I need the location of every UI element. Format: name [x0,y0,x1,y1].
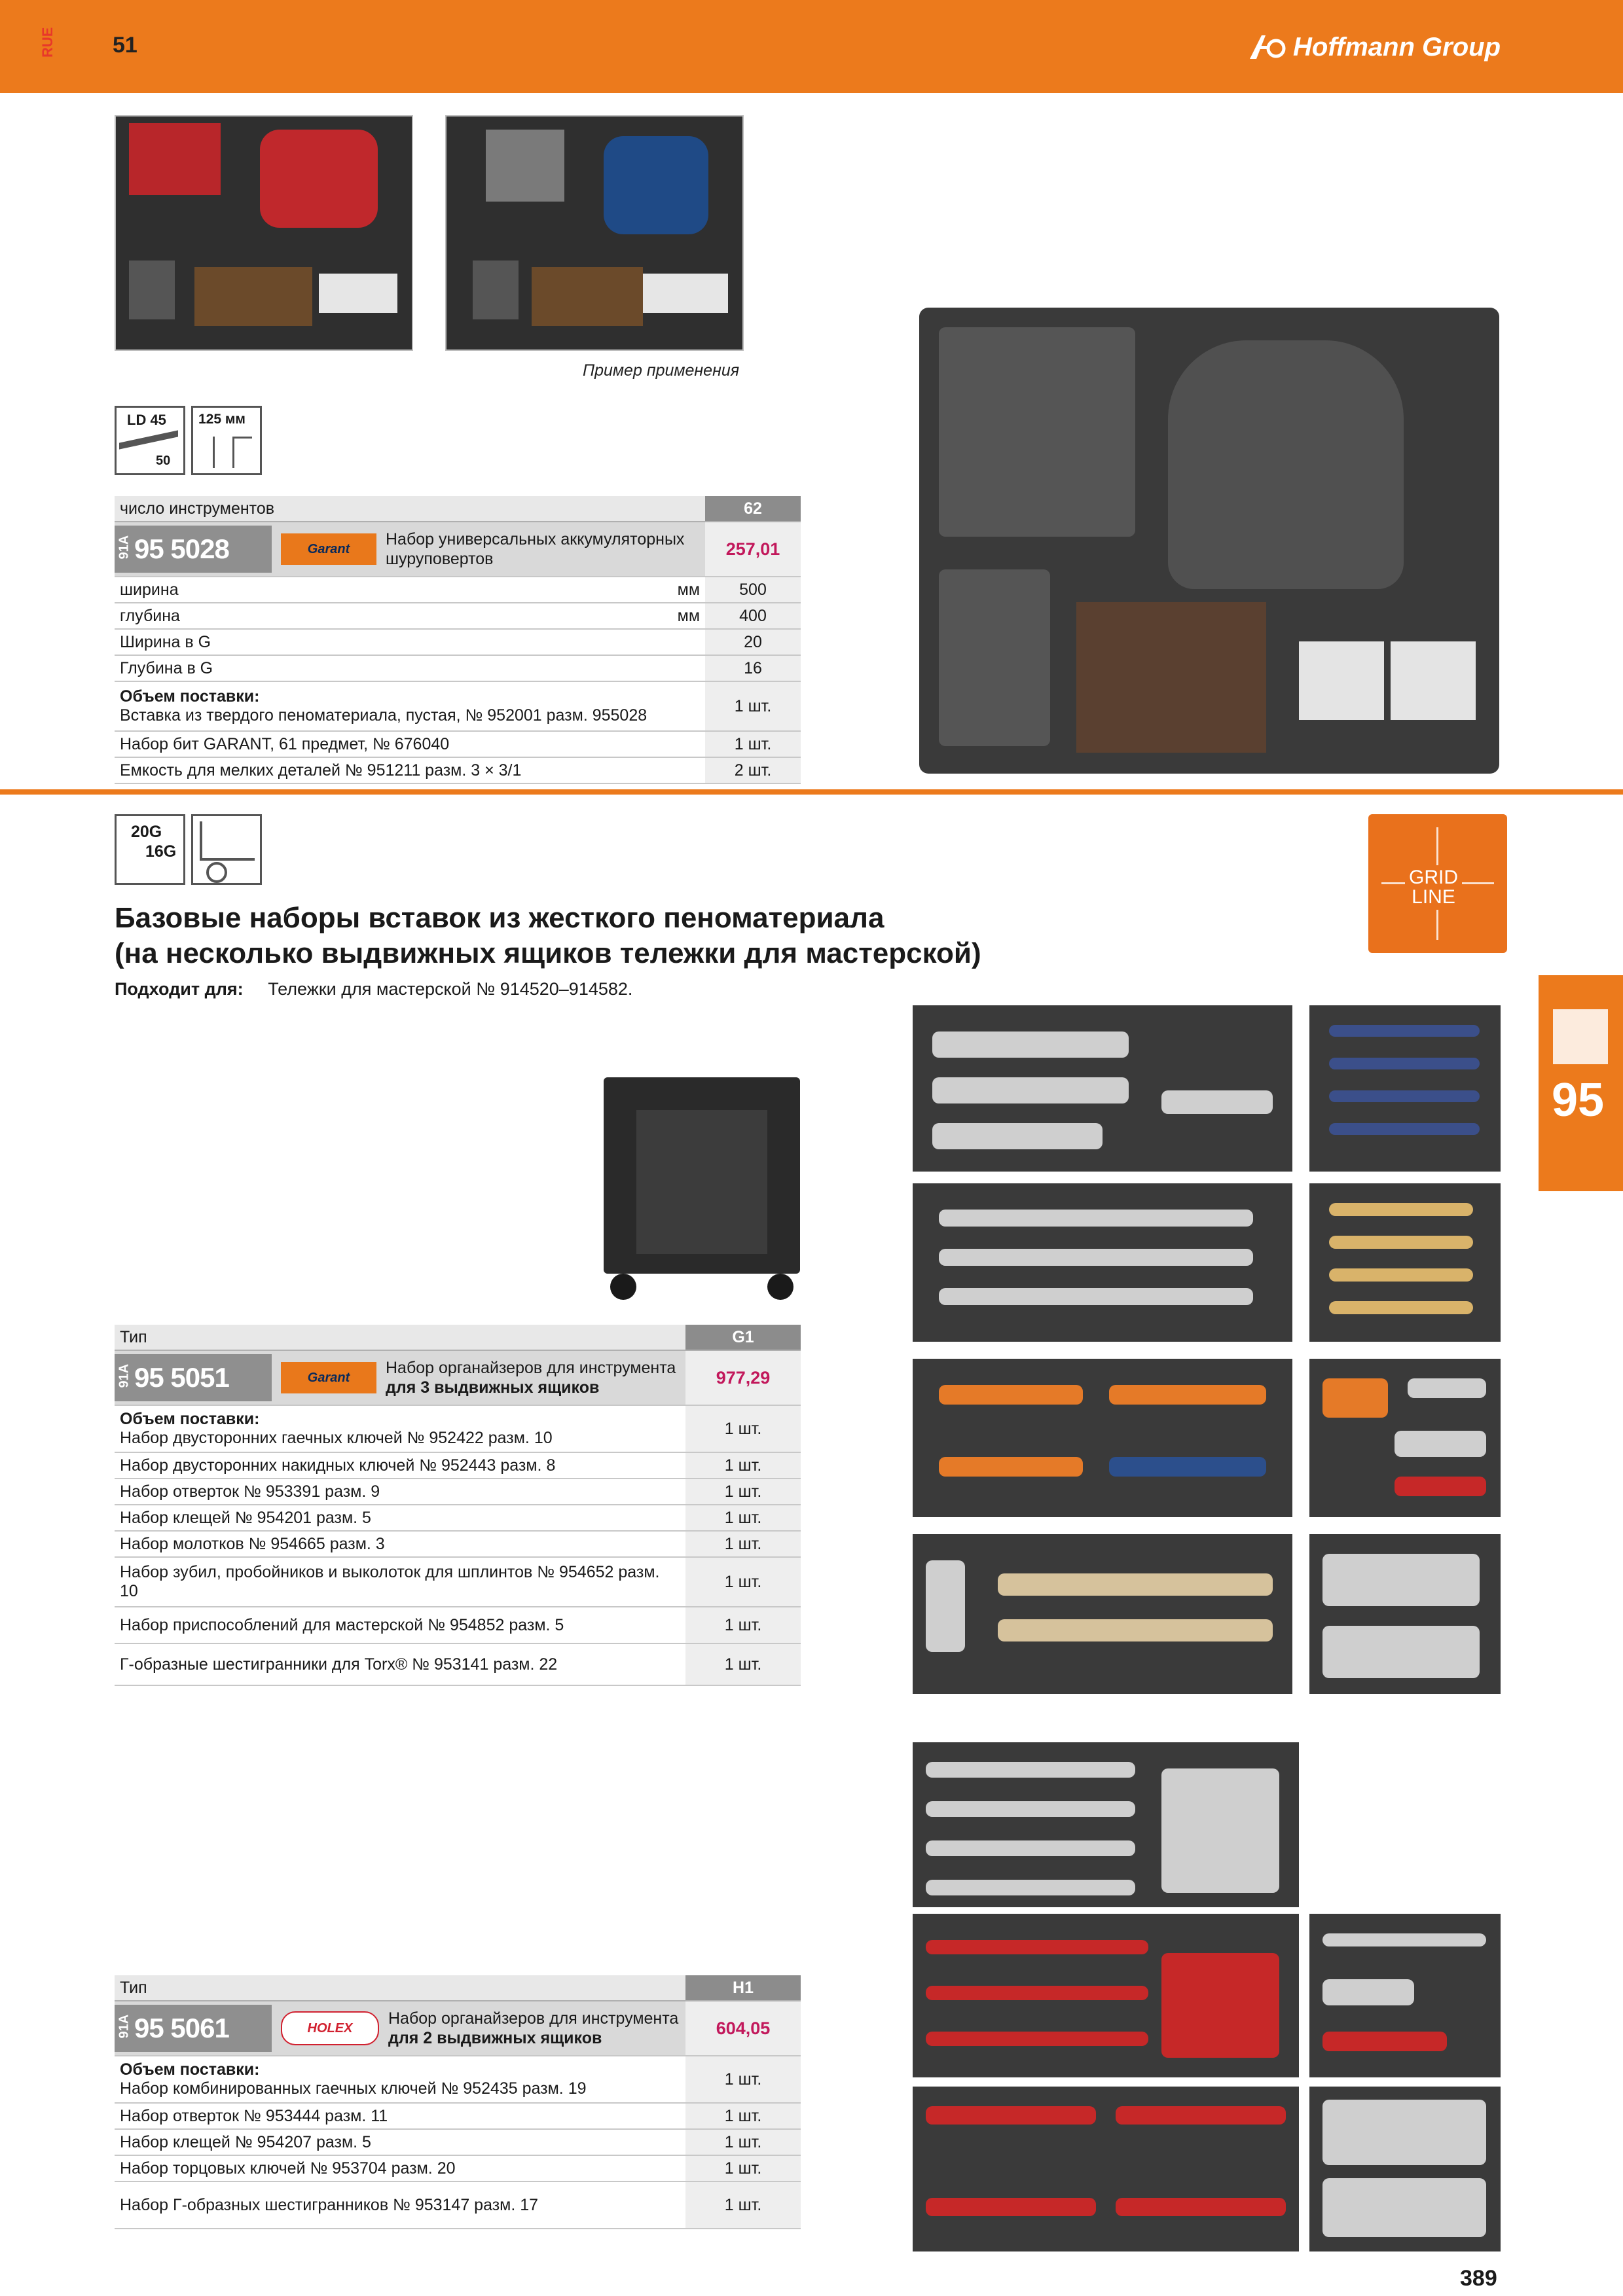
hoffmann-logo-icon [1247,30,1286,63]
article-number: 95 5061 [134,2013,229,2043]
example-photo-bosch [445,115,744,351]
delivery-qty: 2 шт. [705,757,801,783]
delivery-item: Набор Г-образных шестигранников № 953147 разм. 17 [115,2181,685,2229]
example-photo-milwaukee [115,115,413,351]
section-title-line1: Базовые наборы вставок из жесткого пеноматериала [115,902,884,934]
delivery-item: Емкость для мелких деталей № 951211 разм. 3 × 3/1 [115,757,705,783]
article-number: 95 5051 [134,1362,229,1393]
photo-caption: Пример применения [583,361,740,380]
delivery-qty: 1 шт. [685,1452,801,1479]
product-description-drawers: для 3 выдвижных ящиков [386,1378,600,1397]
spec-label: ширина [115,577,655,603]
load-size: 50 [156,454,171,468]
delivery-qty: 1 шт. [685,1405,801,1452]
load-label: LD 45 [127,412,166,428]
article-prefix: 91A [117,1363,132,1388]
gridline-text1: GRID [1409,867,1458,888]
foam-insert-image [919,308,1499,774]
delivery-item: Набор приспособлений для мастерской № 954852 разм. 5 [115,1607,685,1643]
drawer-wrenches-image [913,1005,1292,1172]
section-title-line2: (на несколько выдвижных ящиков тележки для мастерской) [115,937,981,969]
spec-unit: мм [655,577,705,603]
product-description: Набор универсальных аккумуляторных шуруповертов [386,530,685,568]
article-number-box [115,1354,272,1401]
delivery-item: Набор торцовых ключей № 953704 разм. 20 [115,2155,685,2181]
article-number-box [115,2005,272,2052]
delivery-qty: 1 шт. [685,2181,801,2229]
product-table-955051 [115,1325,801,1686]
delivery-item: Набор клещей № 954207 разм. 5 [115,2129,685,2155]
article-prefix: 91A [117,535,132,559]
product-price: 257,01 [705,522,801,577]
drawer-holex-hex-keys-image [1309,2087,1501,2251]
table-header-value: 62 [705,496,801,522]
fits-value: Тележки для мастерской № 914520–914582. [268,979,633,999]
product-table-955061 [115,1975,801,2229]
language-code: RUE [39,27,56,58]
product-description-drawers: для 2 выдвижных ящиков [388,2029,602,2047]
delivery-item: Набор молотков № 954665 разм. 3 [115,1531,685,1557]
product-table-955028 [115,496,801,784]
delivery-item: Вставка из твердого пеноматериала, пустая, № 952001 разм. 955028 [120,706,647,725]
article-number-box [115,526,272,573]
workshop-trolley-image [597,1071,808,1300]
delivery-item: Набор бит GARANT, 61 предмет, № 676040 [115,731,705,757]
delivery-title: Объем поставки: [120,1410,260,1428]
delivery-qty: 1 шт. [685,2155,801,2181]
holex-logo: HOLEX [281,2011,379,2045]
section-number: 51 [113,33,137,58]
grid-width: 20G [131,823,162,841]
garant-logo: Garant [281,1362,376,1393]
delivery-qty: 1 шт. [685,2129,801,2155]
delivery-qty: 1 шт. [705,681,801,731]
chapter-tab [1539,975,1623,1191]
drawer-hex-keys-image [1309,1534,1501,1694]
delivery-qty: 1 шт. [705,731,801,757]
delivery-title: Объем поставки: [120,2060,260,2079]
drawer-sockets-image [1309,1914,1501,2077]
table-header-value: H1 [685,1975,801,2001]
height-label: 125 мм [198,412,246,427]
brand-name: Hoffmann Group [1293,33,1501,62]
spec-value: 500 [705,577,801,603]
delivery-item: Г-образные шестигранники для Torx® № 953141 разм. 22 [115,1643,685,1685]
garant-logo: Garant [281,533,376,565]
drawer-workshop-tools-image [1309,1359,1501,1517]
spec-unit [655,655,705,681]
drawer-holex-pliers-image [913,2087,1299,2251]
drawer-hammers-image [913,1534,1292,1694]
delivery-qty: 1 шт. [685,2103,801,2129]
drawer-ring-spanners-image [913,1183,1292,1342]
delivery-qty: 1 шт. [685,1643,801,1685]
product-description: Набор органайзеров для инструмента [386,1359,676,1377]
fits-label: Подходит для: [115,979,244,999]
grid-size-icon [115,814,185,885]
drawer-screwdrivers-image [1309,1005,1501,1172]
delivery-item: Набор комбинированных гаечных ключей № 952435 разм. 19 [120,2079,587,2098]
product-price: 604,05 [685,2001,801,2056]
delivery-item: Набор отверток № 953444 разм. 11 [115,2103,685,2129]
product-price: 977,29 [685,1350,801,1405]
table-header-label: Тип [115,1325,685,1350]
delivery-item: Набор клещей № 954201 разм. 5 [115,1505,685,1531]
spec-label: Ширина в G [115,629,655,655]
page-header [0,0,1623,93]
gridline-text2: LINE [1412,886,1455,908]
delivery-qty: 1 шт. [685,1531,801,1557]
drawer-pliers-image [913,1359,1292,1517]
gridline-badge [1368,814,1507,953]
height-icon [191,406,262,475]
delivery-qty: 1 шт. [685,2056,801,2103]
load-icon [115,406,185,475]
fits-for [115,979,632,999]
delivery-qty: 1 шт. [685,1479,801,1505]
grid-depth: 16G [145,842,177,861]
drawer-holex-screwdrivers-image [913,1914,1299,2077]
delivery-qty: 1 шт. [685,1557,801,1607]
spec-unit: мм [655,603,705,629]
delivery-item: Набор двусторонних накидных ключей № 952443 разм. 8 [115,1452,685,1479]
delivery-item: Набор зубил, пробойников и выколоток для шплинтов № 954652 разм. 10 [115,1557,685,1607]
chapter-number: 95 [1552,1074,1605,1126]
spec-value: 400 [705,603,801,629]
spec-value: 20 [705,629,801,655]
page-number: 389 [1460,2266,1497,2291]
delivery-qty: 1 шт. [685,1505,801,1531]
delivery-title: Объем поставки: [120,687,260,706]
delivery-item: Набор двусторонних гаечных ключей № 952422 разм. 10 [120,1429,553,1447]
product-description: Набор органайзеров для инструмента [388,2009,679,2028]
drawer-combination-wrenches-image [913,1742,1299,1907]
section-separator [0,789,1623,795]
drawer-chisels-image [1309,1183,1501,1342]
spec-label: глубина [115,603,655,629]
delivery-qty: 1 шт. [685,1607,801,1643]
trolley-icon [191,814,262,885]
table-header-label: Тип [115,1975,685,2001]
table-header-value: G1 [685,1325,801,1350]
delivery-item: Набор отверток № 953391 разм. 9 [115,1479,685,1505]
spec-value: 16 [705,655,801,681]
spec-label: Глубина в G [115,655,655,681]
article-prefix: 91A [117,2014,132,2038]
spec-unit [655,629,705,655]
table-header-label: число инструментов [115,496,655,522]
article-number: 95 5028 [134,533,229,564]
